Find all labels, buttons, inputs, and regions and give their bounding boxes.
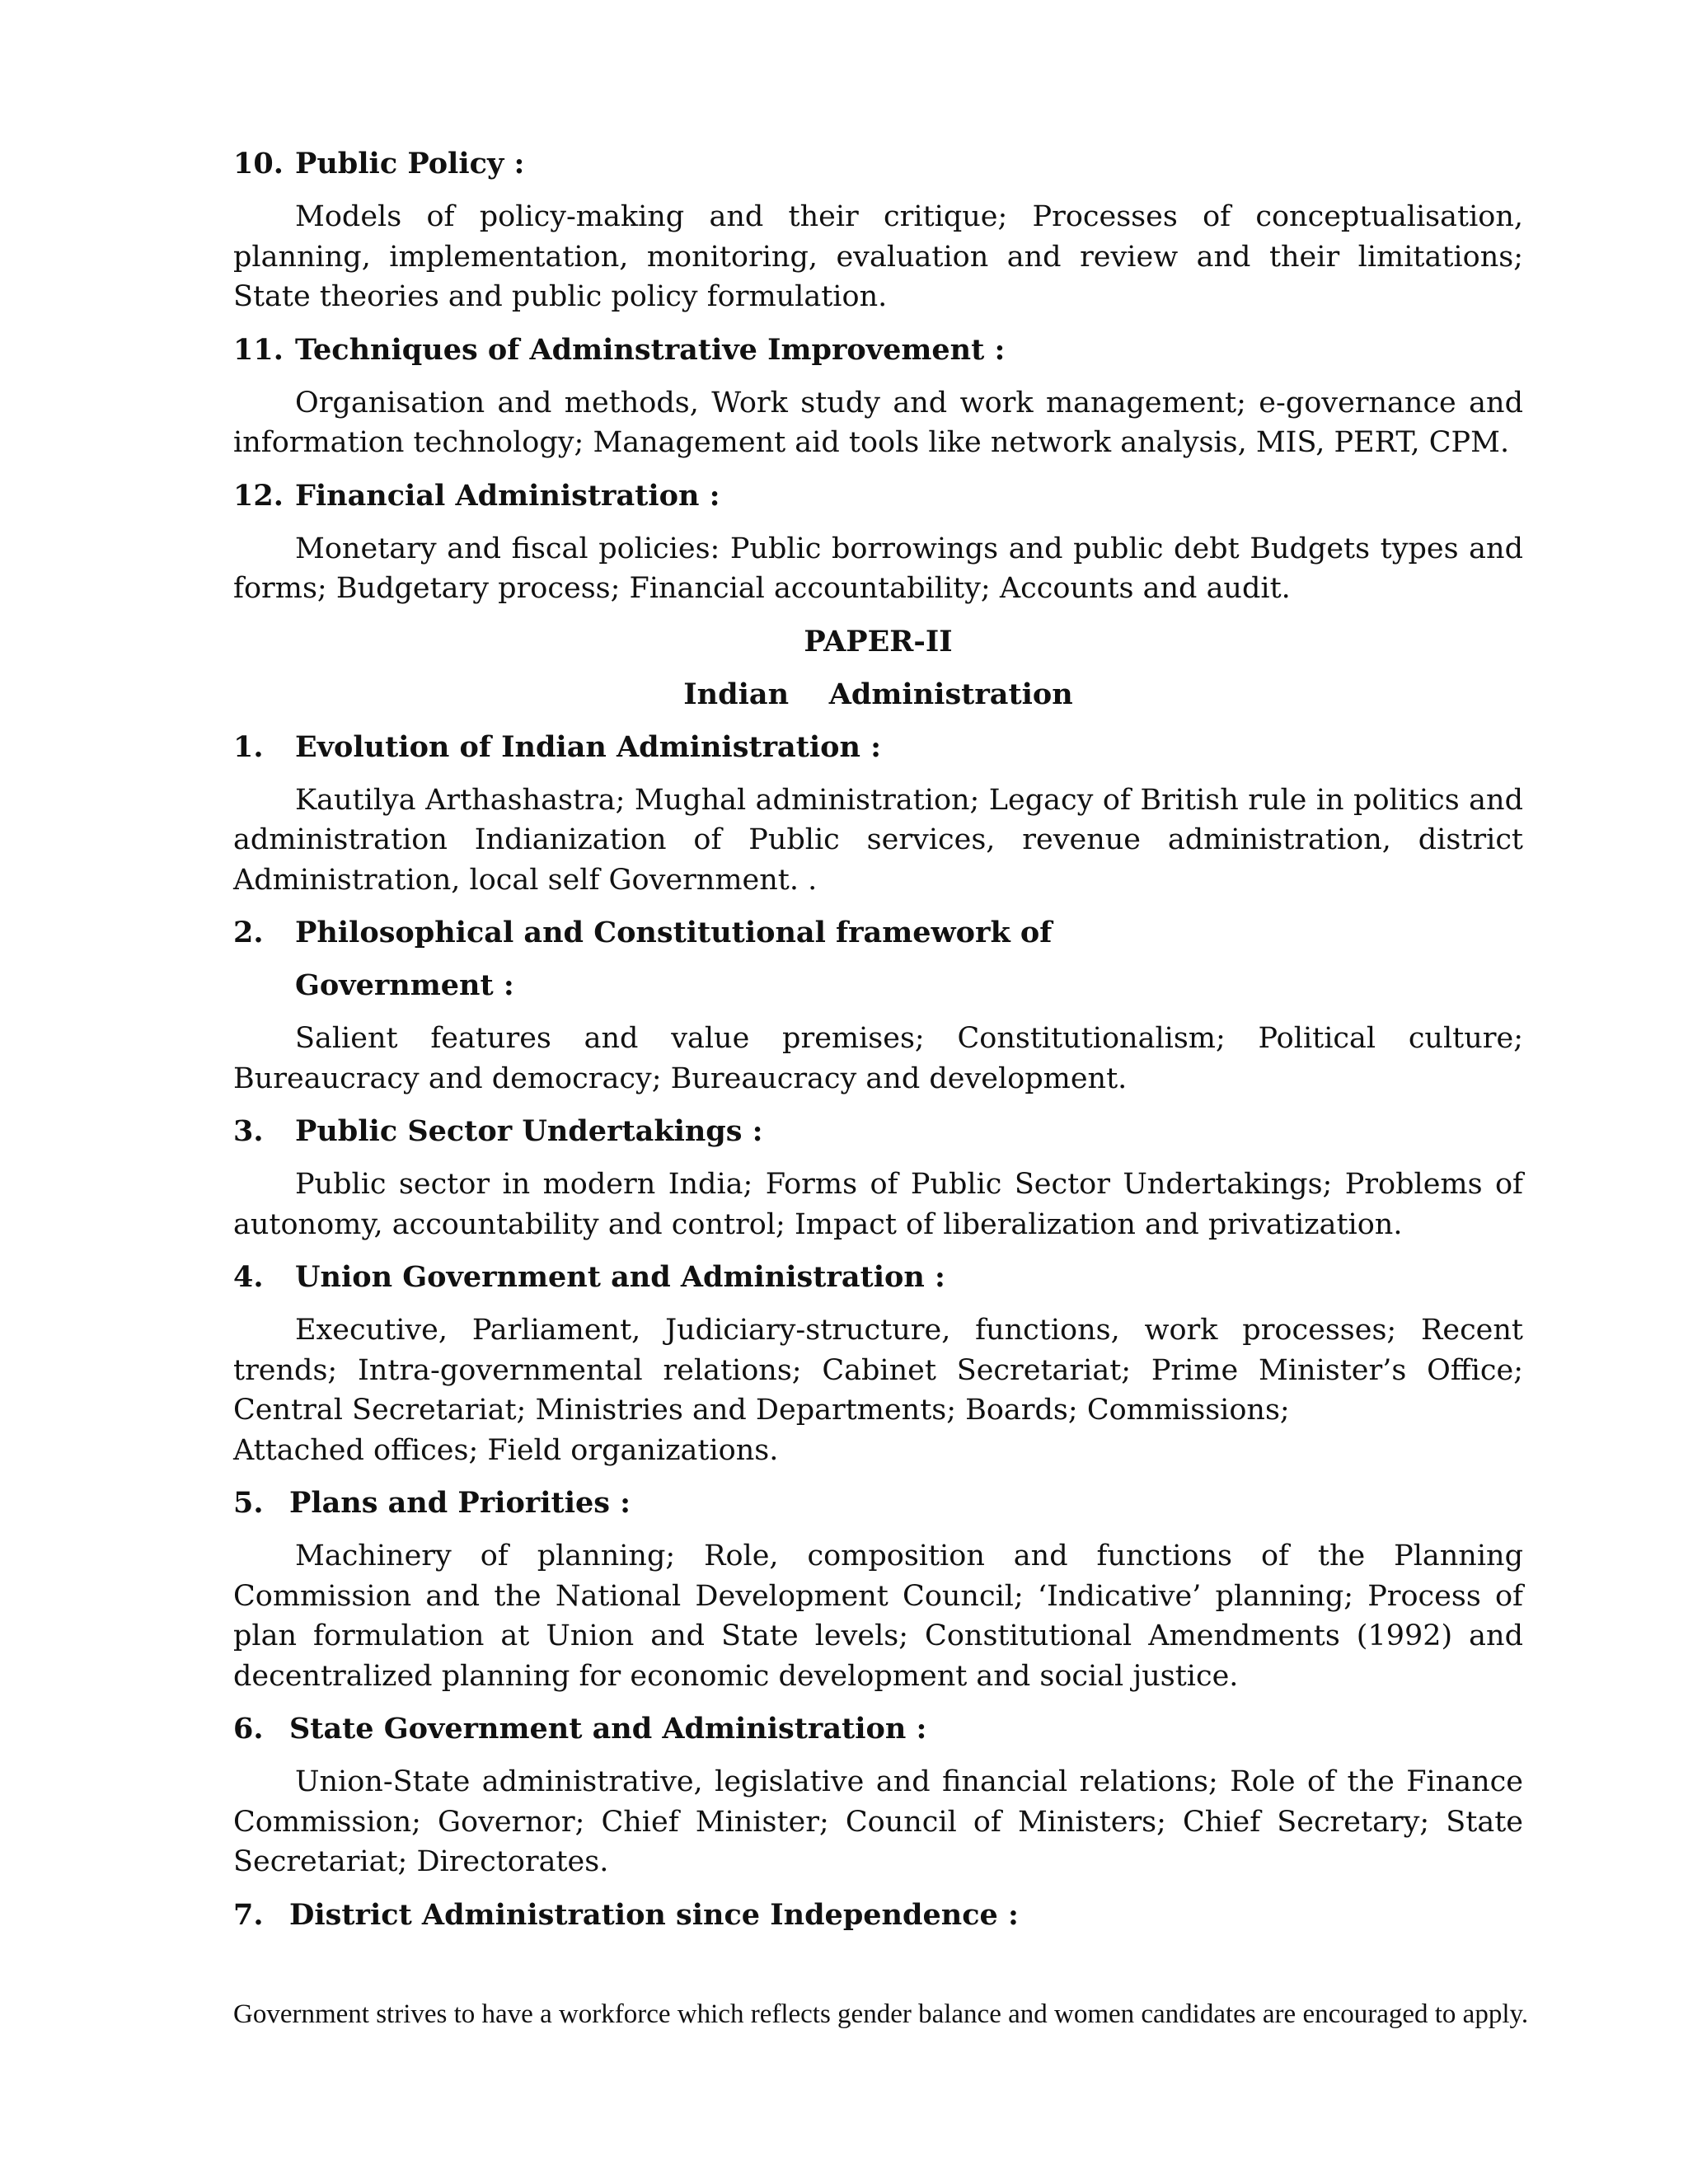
section-heading	[233, 1896, 1523, 1935]
section-heading	[233, 476, 1523, 516]
section-title-cont: Government :	[295, 968, 514, 1002]
section-body-tail: Attached offices; Field organizations.	[233, 1433, 779, 1467]
section-body: Executive, Parliament, Judiciary-structure, functions, work processes; Recent trends; Intra-governmental relations; Cabinet Secretariat; Prime Minister’s Office; Central Secretariat; Ministries and Departments; Boards; Commissions;	[233, 1314, 1523, 1427]
section-title: Financial Administration :	[295, 478, 720, 513]
section-heading	[233, 1112, 1523, 1151]
section-title: Union Government and Administration :	[295, 1260, 945, 1294]
section-heading	[233, 728, 1523, 767]
section-body: Models of policy-making and their critique; Processes of conceptualisation, planning, implementation, monitoring, evaluation and review and their limitations; State theories and public policy formulation.	[233, 200, 1523, 313]
section-number: 11.	[233, 332, 284, 367]
section-title: Plans and Priorities :	[289, 1486, 631, 1520]
section-heading	[233, 330, 1523, 370]
section-title: State Government and Administration :	[289, 1712, 927, 1746]
section-number: 6.	[233, 1712, 264, 1746]
section-title: Public Policy :	[295, 147, 525, 180]
paper-title: PAPER-II	[804, 624, 953, 658]
section-heading	[233, 1709, 1523, 1749]
section-heading	[233, 1483, 1523, 1523]
section-number: 3.	[233, 1114, 264, 1148]
section-number: 12.	[233, 478, 284, 513]
section-body: Organisation and methods, Work study and work management; e-governance and information technology; Management aid tools like network analysis, MIS, PERT, CPM.	[233, 386, 1523, 459]
section-body: Salient features and value premises; Constitutionalism; Political culture; Bureaucracy and democracy; Bureaucracy and development.	[233, 1022, 1523, 1095]
section-heading	[233, 1258, 1523, 1297]
document-page	[233, 144, 1523, 1948]
section-body: Kautilya Arthashastra; Mughal administration; Legacy of British rule in politics and administration Indianization of Public services, revenue administration, district Administration, local self Government. .	[233, 783, 1523, 897]
section-number: 1.	[233, 729, 264, 764]
section-number: 4.	[233, 1260, 264, 1294]
section-title: Evolution of Indian Administration :	[295, 729, 882, 764]
section-heading	[233, 144, 1523, 184]
paper-subtitle: Indian Administration	[683, 677, 1073, 711]
section-number: 10.	[233, 147, 284, 180]
section-number: 7.	[233, 1897, 264, 1932]
section-body: Public sector in modern India; Forms of Public Sector Undertakings; Problems of autonomy, accountability and control; Impact of liberalization and privatization.	[233, 1168, 1523, 1241]
section-title: Philosophical and Constitutional framework of	[295, 916, 1053, 949]
section-heading-continuation	[233, 966, 1523, 1005]
section-body: Monetary and fiscal policies: Public borrowings and public debt Budgets types and forms; Budgetary process; Financial accountability; Accounts and audit.	[233, 532, 1523, 605]
section-body: Machinery of planning; Role, composition and functions of the Planning Commission and the National Development Council; ‘Indicative’ planning; Process of plan formulation at Union and State levels; Constitutional Amendments (1992) and decentralized planning for economic development and social justice.	[233, 1540, 1523, 1693]
section-body: Union-State administrative, legislative and financial relations; Role of the Finance Commission; Governor; Chief Minister; Council of Ministers; Chief Secretary; State Secretariat; Directorates.	[233, 1765, 1523, 1878]
section-title: Techniques of Adminstrative Improvement :	[295, 332, 1006, 367]
page-footer: Government strives to have a workforce which reflects gender balance and women candidates are encouraged to apply.	[233, 1999, 1529, 2029]
section-number: 5.	[233, 1486, 264, 1520]
section-title: District Administration since Independence :	[289, 1897, 1019, 1932]
section-title: Public Sector Undertakings :	[295, 1114, 763, 1148]
section-heading	[233, 913, 1523, 953]
section-number: 2.	[233, 916, 264, 949]
